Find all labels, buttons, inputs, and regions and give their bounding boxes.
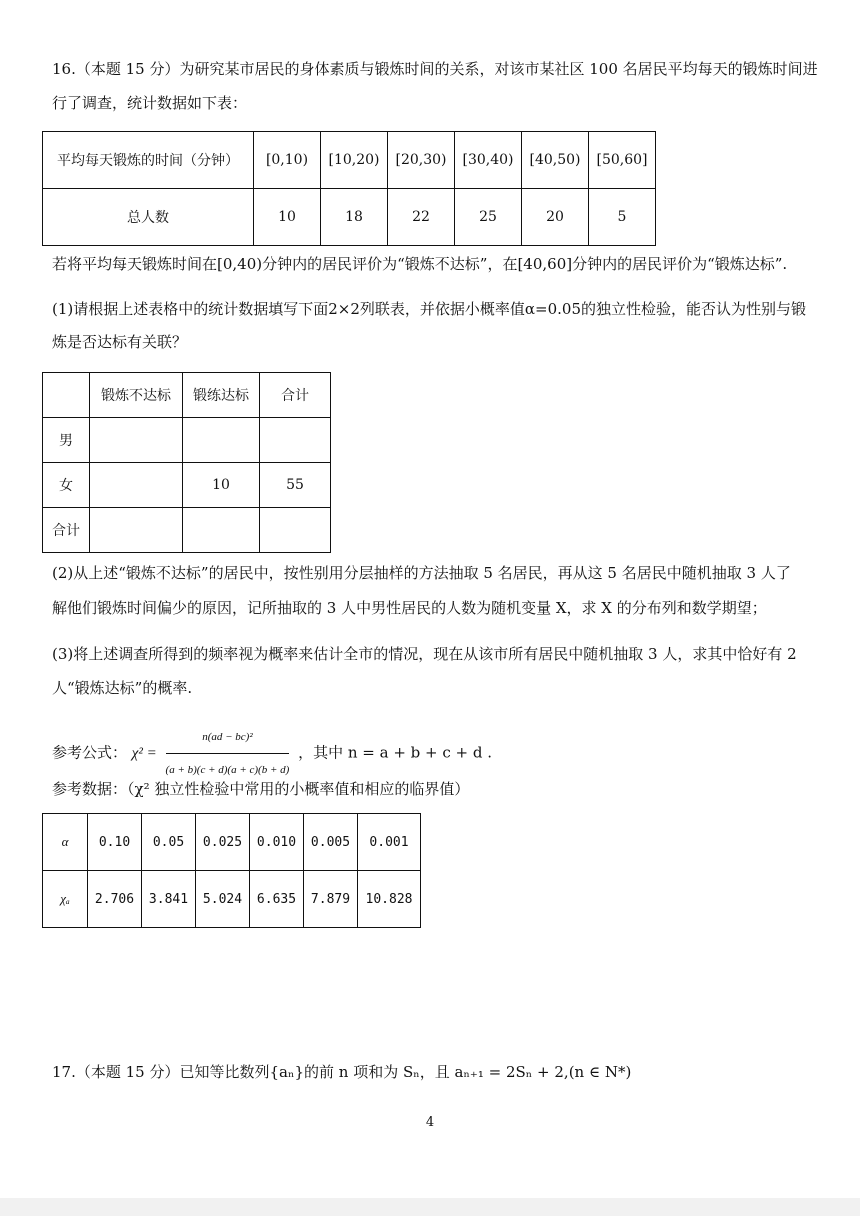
reference-formula [52, 722, 492, 785]
table-cell: α [43, 814, 88, 871]
part2-line1: (2)从上述“锻炼不达标”的居民中，按性别用分层抽样的方法抽取 5 名居民，再从这 5 名居民中随机抽取 3 人了 [52, 564, 791, 582]
part1-line2: 炼是否达标有关联？ [52, 333, 188, 351]
table-cell [90, 463, 183, 508]
page-number: 4 [425, 1115, 435, 1130]
part3-line2: 人“锻炼达标”的概率. [52, 679, 193, 697]
table-cell: 5 [589, 189, 656, 246]
table-cell: 0.010 [250, 814, 304, 871]
formula-label: 参考公式： [52, 743, 128, 762]
formula-numerator: n(ad − bc)² [166, 722, 290, 754]
table-cell: 55 [260, 463, 331, 508]
table-cell: 0.025 [196, 814, 250, 871]
table-cell: 女 [43, 463, 90, 508]
table-cell: 锻炼不达标 [90, 373, 183, 418]
table-cell: 2.706 [88, 871, 142, 928]
table-row [43, 418, 331, 463]
table-cell: 平均每天锻炼的时间（分钟） [43, 132, 254, 189]
table-row [43, 463, 331, 508]
bottom-bar [0, 1198, 860, 1216]
table-cell: χₐ [43, 871, 88, 928]
table-row [43, 189, 656, 246]
table-cell [43, 373, 90, 418]
table-cell: 0.001 [358, 814, 421, 871]
q16-intro-line1: 16.（本题 15 分）为研究某市居民的身体素质与锻炼时间的关系，对该市某社区 100 名居民平均每天的锻炼时间进 [52, 60, 818, 78]
table-cell [90, 508, 183, 553]
classification-text: 若将平均每天锻炼时间在[0,40)分钟内的居民评价为“锻炼不达标”，在[40,60]分钟内的居民评价为“锻炼达标”. [52, 255, 788, 273]
table-cell: 7.879 [304, 871, 358, 928]
table-cell [260, 418, 331, 463]
table-cell: 合计 [43, 508, 90, 553]
formula-denominator: (a + b)(c + d)(a + c)(b + d) [165, 764, 290, 776]
table-cell: 男 [43, 418, 90, 463]
critical-values-table [42, 813, 421, 928]
exercise-time-table [42, 131, 656, 246]
table-cell: [0,10) [254, 132, 321, 189]
table-row [43, 814, 421, 871]
formula-fraction [166, 722, 290, 785]
table-cell: 0.05 [142, 814, 196, 871]
table-cell: 10 [183, 463, 260, 508]
table-row [43, 871, 421, 928]
part2-line2: 解他们锻炼时间偏少的原因，记所抽取的 3 人中男性居民的人数为随机变量 X，求 X 的分布列和数学期望； [52, 599, 767, 617]
reference-data-label: 参考数据：（χ² 独立性检验中常用的小概率值和相应的临界值） [52, 780, 470, 798]
formula-tail: ，其中 n = a + b + c + d . [298, 743, 493, 762]
table-cell [183, 418, 260, 463]
formula-lhs: χ² = [131, 745, 157, 762]
table-cell: [50,60] [589, 132, 656, 189]
table-cell: 合计 [260, 373, 331, 418]
table-cell: 总人数 [43, 189, 254, 246]
table-cell: 20 [522, 189, 589, 246]
part3-line1: (3)将上述调查所得到的频率视为概率来估计全市的情况，现在从该市所有居民中随机抽取 3 人，求其中恰好有 2 [52, 645, 797, 663]
table-cell: 25 [455, 189, 522, 246]
table-cell: 18 [321, 189, 388, 246]
table-cell [260, 508, 331, 553]
table-cell: 0.005 [304, 814, 358, 871]
q17-text: 17.（本题 15 分）已知等比数列{aₙ}的前 n 项和为 Sₙ，且 aₙ₊₁ = 2Sₙ + 2,(n ∈ N*) [52, 1063, 632, 1081]
table-cell: [40,50) [522, 132, 589, 189]
table-cell: 锻练达标 [183, 373, 260, 418]
table-cell: 5.024 [196, 871, 250, 928]
part1-line1: (1)请根据上述表格中的统计数据填写下面2×2列联表，并依据小概率值α=0.05的独立性检验，能否认为性别与锻 [52, 300, 807, 318]
table-cell: 0.10 [88, 814, 142, 871]
table-cell: 10.828 [358, 871, 421, 928]
table-cell: 6.635 [250, 871, 304, 928]
contingency-table [42, 372, 331, 553]
table-cell: [20,30) [388, 132, 455, 189]
table-cell: 10 [254, 189, 321, 246]
q16-intro-line2: 行了调查，统计数据如下表： [52, 94, 248, 112]
table-row [43, 132, 656, 189]
table-cell: 22 [388, 189, 455, 246]
table-cell [90, 418, 183, 463]
table-row [43, 373, 331, 418]
table-cell: 3.841 [142, 871, 196, 928]
table-cell: [10,20) [321, 132, 388, 189]
table-row [43, 508, 331, 553]
table-cell [183, 508, 260, 553]
table-cell: [30,40) [455, 132, 522, 189]
